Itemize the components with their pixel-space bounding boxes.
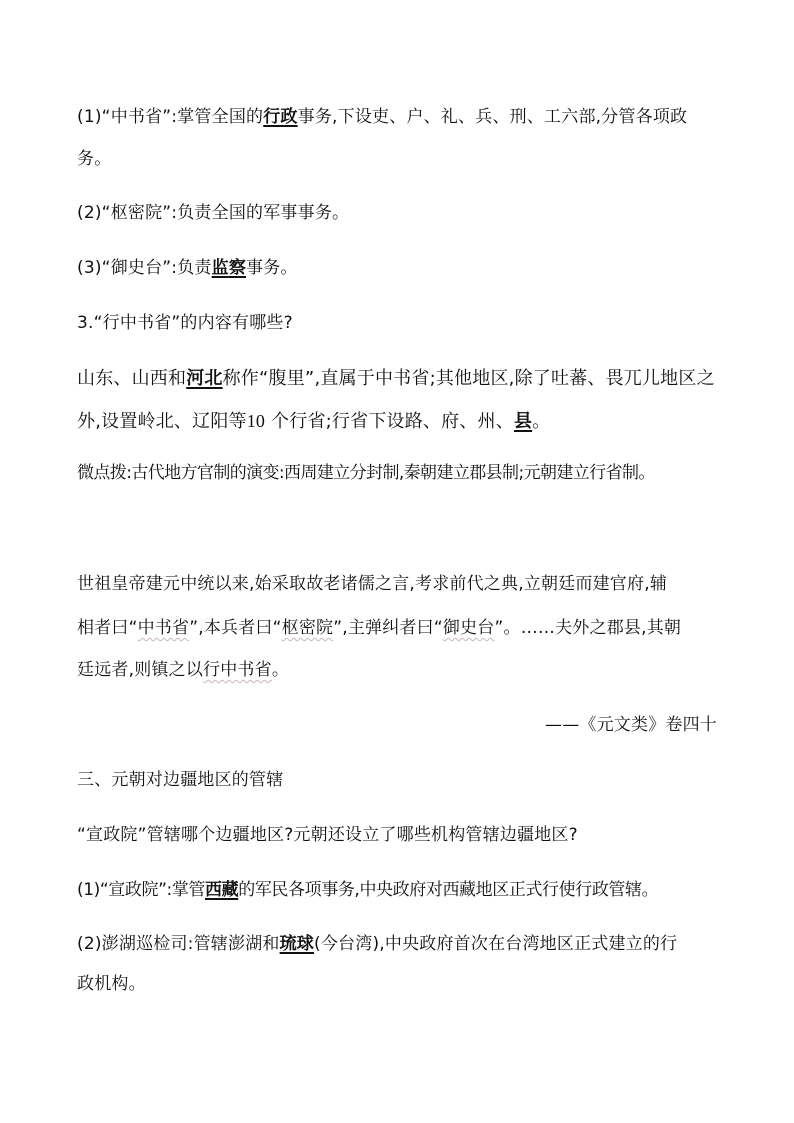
text-span: ”,主弹纠者曰“ xyxy=(333,618,443,638)
keyword-xizang: 西藏 xyxy=(205,880,239,900)
text-span: ”,本兵者曰“ xyxy=(189,618,282,638)
text-span: (1)“宣政院”:掌管 xyxy=(77,880,206,900)
answer-3-line-2 xyxy=(77,408,727,435)
quote-line-3 xyxy=(77,657,727,683)
keyword-xingzheng: 行政 xyxy=(263,107,298,127)
text-span: 称作“腹里”,直属于中书省;其他地区,除了吐蕃、畏兀儿地区之 xyxy=(222,368,715,389)
answer-penghu-line-2: 政机构。 xyxy=(77,974,146,994)
answer-penghu-line-1 xyxy=(77,931,727,957)
quote-source: ——《元文类》卷四十 xyxy=(545,715,717,735)
text-span: 事务,下设吏、户、礼、兵、刑、工六部,分管各项政 xyxy=(297,107,688,127)
text-span: (2)澎湖巡检司:管辖澎湖和 xyxy=(77,934,280,954)
shumiyuan-line: (2)“枢密院”:负责全国的军事事务。 xyxy=(77,203,350,223)
zhongshusheng-line-1 xyxy=(77,104,727,130)
wavy-zhongshusheng: 中书省 xyxy=(137,618,190,638)
text-span: (今台湾),中央政府首次在台湾地区正式建立的行 xyxy=(314,934,678,954)
quote-line-1: 世祖皇帝建元中统以来,始采取故老诸儒之言,考求前代之典,立朝廷而建官府,辅 xyxy=(77,574,668,594)
question-3: 3.“行中书省”的内容有哪些? xyxy=(77,313,293,333)
wavy-yushitai: 御史台 xyxy=(442,618,495,638)
wavy-xingzhongshusheng: 行中书省 xyxy=(203,660,272,680)
answer-3-line-1 xyxy=(77,366,727,392)
text-span: 相者曰“ xyxy=(77,618,138,638)
number-10: 10 xyxy=(246,411,266,431)
tip-line: 微点拨:古代地方官制的演变:西周建立分封制,秦朝建立郡县制;元朝建立行省制。 xyxy=(77,463,655,483)
text-span: 的军民各项事务,中央政府对西藏地区正式行使行政管辖。 xyxy=(238,880,659,900)
zhongshusheng-line-2: 务。 xyxy=(77,149,112,169)
text-span: 事务。 xyxy=(246,258,298,278)
question-xuanzhengyuan: “宣政院”管辖哪个边疆地区?元朝还设立了哪些机构管辖边疆地区? xyxy=(77,825,578,845)
quote-line-2 xyxy=(77,615,727,641)
text-span: 廷远者,则镇之以 xyxy=(77,660,204,680)
text-span: ”。……夫外之郡县,其朝 xyxy=(494,618,682,638)
keyword-jiancha: 监察 xyxy=(211,258,247,278)
yushitai-line xyxy=(77,255,727,281)
text-span: (1)“中书省”:掌管全国的 xyxy=(77,107,264,127)
keyword-xian: 县 xyxy=(513,411,533,432)
text-span: 。 xyxy=(271,660,290,680)
answer-xuanzhengyuan xyxy=(77,877,727,903)
keyword-hebei: 河北 xyxy=(186,368,223,389)
text-span: 外,设置岭北、辽阳等 xyxy=(77,411,247,432)
keyword-liuqiu: 琉球 xyxy=(279,934,315,954)
section-3-heading: 三、元朝对边疆地区的管辖 xyxy=(77,770,284,790)
text-span: 山东、山西和 xyxy=(77,368,187,389)
text-span: (3)“御史台”:负责 xyxy=(77,258,212,278)
text-span: 个行省;行省下设路、府、州、 xyxy=(271,411,514,432)
text-span: 。 xyxy=(532,411,551,432)
wavy-shumiyuan: 枢密院 xyxy=(281,618,334,638)
